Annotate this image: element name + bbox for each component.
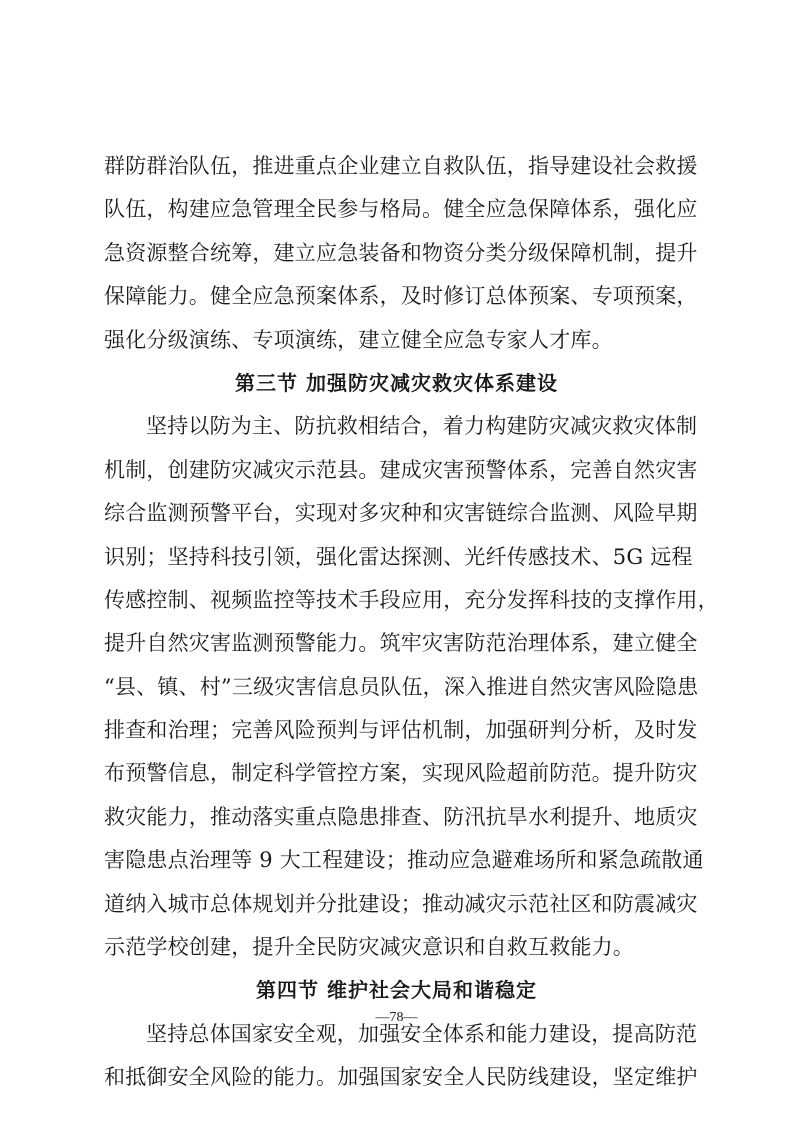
text-line: 坚持总体国家安全观，加强安全体系和能力建设，提高防范	[146, 1021, 698, 1046]
text-line: 害隐患点治理等 9 大工程建设；推动应急避难场所和紧急疏散通	[104, 848, 704, 873]
text-line: “县、镇、村”三级灾害信息员队伍，深入推进自然灾害风险隐患	[104, 674, 699, 699]
body-text	[104, 145, 719, 1100]
text-line: 急资源整合统筹，建立应急装备和物资分类分级保障机制，提升	[104, 240, 698, 265]
text-line: 强化分级演练、专项演练，建立健全应急专家人才库。	[104, 327, 613, 352]
text-line: 群防群治队伍，推进重点企业建立自救队伍，指导建设社会救援	[104, 154, 698, 178]
text-line: 提升自然灾害监测预警能力。筑牢灾害防范治理体系，建立健全	[104, 631, 698, 656]
text-line: 机制，创建防灾减灾示范县。建成灾害预警体系，完善自然灾害	[104, 457, 698, 482]
text-line: 综合监测预警平台，实现对多灾种和灾害链综合监测、风险早期	[104, 501, 698, 526]
text-line: 队伍，构建应急管理全民参与格局。健全应急保障体系，强化应	[104, 197, 698, 222]
text-line: 排查和治理；完善风险预判与评估机制，加强研判分析，及时发	[104, 718, 698, 743]
text-line: 道纳入城市总体规划并分批建设；推动减灾示范社区和防震减灾	[104, 891, 698, 916]
text-line: 和抵御安全风险的能力。加强国家安全人民防线建设，坚定维护	[104, 1065, 698, 1090]
text-line: 识别；坚持科技引领，强化雷达探测、光纤传感技术、5G 远程	[104, 544, 693, 569]
section-heading: 第四节 维护社会大局和谐稳定	[256, 978, 537, 1003]
text-line: 保障能力。健全应急预案体系，及时修订总体预案、专项预案，	[104, 284, 698, 309]
text-line: 坚持以防为主、防抗救相结合，着力构建防灾减灾救灾体制	[146, 414, 698, 439]
text-line: 示范学校创建，提升全民防灾减灾意识和自救互救能力。	[104, 935, 634, 960]
page-number: —78—	[375, 1010, 418, 1025]
text-line: 救灾能力，推动落实重点隐患排查、防汛抗旱水利提升、地质灾	[104, 804, 698, 829]
text-line: 布预警信息，制定科学管控方案，实现风险超前防范。提升防灾	[104, 761, 698, 786]
section-heading: 第三节 加强防灾减灾救灾体系建设	[235, 370, 558, 395]
text-line: 传感控制、视频监控等技术手段应用，充分发挥科技的支撑作用，	[104, 587, 719, 612]
